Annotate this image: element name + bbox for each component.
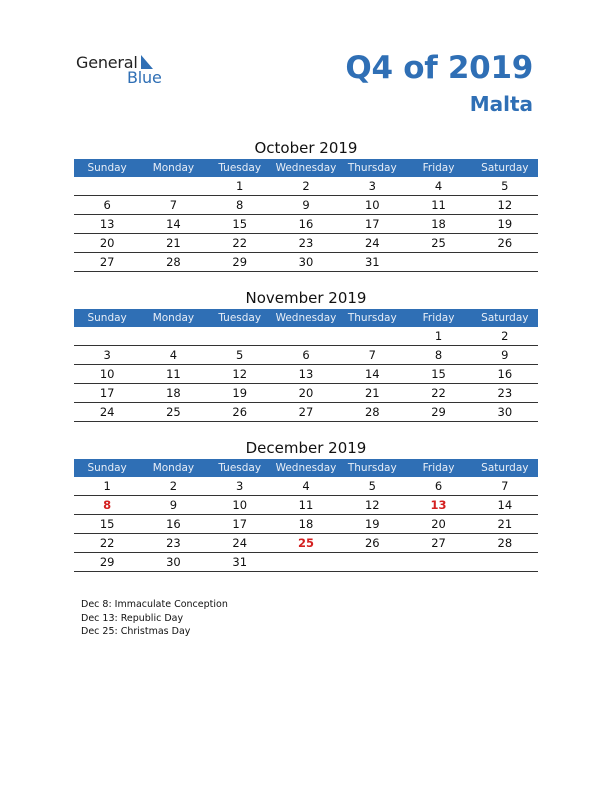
day-cell: 17: [232, 517, 248, 531]
day-cell: 1: [434, 329, 443, 343]
empty-day-cell: [207, 327, 273, 345]
week-row: [74, 196, 538, 215]
weekday-label: Tuesday: [218, 312, 262, 324]
day-cell: 31: [232, 555, 248, 569]
weekday-label: Friday: [422, 162, 455, 174]
day-cell: 9: [169, 498, 178, 512]
empty-day-cell: [339, 327, 405, 345]
day-cell: 2: [169, 479, 178, 493]
day-cell: 10: [232, 498, 248, 512]
weekday-label: Tuesday: [218, 162, 262, 174]
day-cell: 8: [236, 198, 244, 212]
day-cell: 7: [501, 479, 509, 493]
day-cell: 1: [103, 479, 111, 493]
weekday-label: Sunday: [87, 162, 127, 174]
weekday-label: Wednesday: [275, 312, 337, 324]
day-cell: 3: [368, 179, 376, 193]
day-cell: 4: [434, 179, 443, 193]
weekday-header: [74, 459, 538, 477]
holiday-note: Dec 13: Republic Day: [81, 612, 184, 624]
day-cell: 4: [302, 479, 310, 493]
empty-day-cell: [140, 177, 206, 195]
weekday-label: Thursday: [347, 312, 397, 324]
weekday-label: Tuesday: [218, 462, 262, 474]
day-cell: 29: [99, 555, 115, 569]
week-row: [74, 253, 538, 272]
day-cell: 15: [431, 367, 446, 381]
weekday-label: Saturday: [481, 312, 529, 324]
day-cell: 29: [431, 405, 446, 419]
day-cell: 23: [497, 386, 513, 400]
day-cell: 16: [166, 517, 181, 531]
day-cell: 18: [298, 517, 314, 531]
holiday-note: Dec 8: Immaculate Conception: [81, 599, 228, 610]
day-cell: 31: [364, 255, 380, 269]
weekday-label: Wednesday: [275, 462, 337, 474]
day-cell: 7: [368, 348, 376, 362]
day-cell: 25: [166, 405, 181, 419]
day-cell: 20: [298, 386, 314, 400]
day-cell: 6: [434, 479, 443, 493]
day-cell: 29: [232, 255, 248, 269]
week-row: [74, 365, 538, 384]
day-cell: 22: [232, 236, 248, 250]
day-cell: 19: [497, 217, 513, 231]
day-cell: 26: [497, 236, 513, 250]
day-cell: 30: [497, 405, 513, 419]
day-cell: 22: [99, 536, 115, 550]
week-row: [74, 534, 538, 553]
holiday-day-cell: 25: [297, 536, 314, 550]
day-cell: 6: [103, 198, 111, 212]
week-row: [74, 403, 538, 422]
day-cell: 3: [236, 479, 244, 493]
brand-logo: [76, 53, 176, 89]
empty-day-cell: [273, 327, 339, 345]
day-cell: 13: [298, 367, 314, 381]
day-cell: 25: [431, 236, 446, 250]
logo-triangle-icon: [141, 55, 153, 69]
empty-day-cell: [273, 553, 339, 571]
day-cell: 1: [236, 179, 244, 193]
week-row: [74, 515, 538, 534]
week-row: [74, 215, 538, 234]
day-cell: 4: [169, 348, 178, 362]
month-title: November 2019: [245, 289, 367, 307]
day-cell: 27: [431, 536, 446, 550]
weekday-label: Friday: [422, 462, 455, 474]
day-cell: 12: [497, 198, 513, 212]
day-cell: 24: [364, 236, 380, 250]
weekday-label: Monday: [152, 162, 195, 174]
day-cell: 28: [364, 405, 380, 419]
day-cell: 20: [99, 236, 115, 250]
country-name: Malta: [469, 92, 533, 116]
day-cell: 20: [431, 517, 446, 531]
empty-day-cell: [74, 177, 140, 195]
day-cell: 11: [298, 498, 314, 512]
day-cell: 6: [302, 348, 310, 362]
day-cell: 10: [364, 198, 380, 212]
day-cell: 16: [497, 367, 513, 381]
day-cell: 5: [501, 179, 509, 193]
day-cell: 21: [166, 236, 181, 250]
holiday-notes: [81, 598, 228, 639]
day-cell: 15: [232, 217, 248, 231]
day-cell: 11: [431, 198, 446, 212]
page-title: Q4 of 2019: [345, 50, 533, 86]
day-cell: 14: [364, 367, 380, 381]
day-cell: 18: [431, 217, 446, 231]
weekday-label: Saturday: [481, 162, 529, 174]
day-cell: 12: [232, 367, 248, 381]
week-row: [74, 477, 538, 496]
day-cell: 9: [302, 198, 310, 212]
day-cell: 5: [236, 348, 244, 362]
weekday-label: Wednesday: [275, 162, 337, 174]
weekday-label: Monday: [152, 312, 195, 324]
empty-day-cell: [339, 553, 405, 571]
day-cell: 18: [166, 386, 181, 400]
day-cell: 14: [497, 498, 513, 512]
day-cell: 26: [232, 405, 248, 419]
month-october: [74, 137, 538, 272]
holiday-day-cell: 13: [430, 498, 447, 512]
day-cell: 19: [232, 386, 248, 400]
day-cell: 2: [501, 329, 509, 343]
day-cell: 14: [166, 217, 181, 231]
weekday-header: [74, 159, 538, 177]
week-row: [74, 177, 538, 196]
weekday-header: [74, 309, 538, 327]
day-cell: 2: [302, 179, 310, 193]
day-cell: 27: [298, 405, 314, 419]
day-cell: 21: [364, 386, 380, 400]
day-cell: 12: [364, 498, 380, 512]
week-row: [74, 384, 538, 403]
holiday-note: Dec 25: Christmas Day: [81, 626, 191, 637]
weekday-label: Sunday: [87, 462, 127, 474]
week-row: [74, 553, 538, 572]
weekday-label: Sunday: [87, 312, 127, 324]
day-cell: 3: [103, 348, 111, 362]
day-cell: 28: [497, 536, 513, 550]
day-cell: 10: [99, 367, 115, 381]
day-cell: 7: [169, 198, 178, 212]
day-cell: 8: [434, 348, 443, 362]
empty-day-cell: [140, 327, 206, 345]
month-december: [74, 437, 538, 572]
day-cell: 30: [166, 555, 181, 569]
empty-day-cell: [405, 553, 471, 571]
week-row: [74, 496, 538, 515]
logo-text-blue: Blue: [127, 68, 162, 87]
day-cell: 23: [298, 236, 314, 250]
logo-text-general: General: [76, 53, 138, 72]
day-cell: 11: [166, 367, 181, 381]
day-cell: 21: [497, 517, 513, 531]
weekday-label: Friday: [422, 312, 455, 324]
day-cell: 22: [431, 386, 446, 400]
day-cell: 24: [99, 405, 115, 419]
day-cell: 30: [298, 255, 314, 269]
empty-day-cell: [472, 253, 538, 271]
month-november: [74, 287, 538, 422]
day-cell: 19: [364, 517, 380, 531]
day-cell: 26: [364, 536, 380, 550]
week-row: [74, 346, 538, 365]
day-cell: 28: [166, 255, 181, 269]
day-cell: 5: [368, 479, 376, 493]
day-cell: 23: [166, 536, 181, 550]
day-cell: 16: [298, 217, 314, 231]
month-title: October 2019: [254, 139, 358, 157]
week-row: [74, 327, 538, 346]
weekday-label: Thursday: [347, 162, 397, 174]
day-cell: 27: [99, 255, 115, 269]
day-cell: 17: [99, 386, 115, 400]
holiday-day-cell: 8: [103, 498, 112, 512]
day-cell: 9: [501, 348, 509, 362]
day-cell: 17: [364, 217, 380, 231]
day-cell: 15: [99, 517, 115, 531]
empty-day-cell: [472, 553, 538, 571]
day-cell: 13: [99, 217, 115, 231]
weekday-label: Saturday: [481, 462, 529, 474]
weekday-label: Thursday: [347, 462, 397, 474]
week-row: [74, 234, 538, 253]
empty-day-cell: [74, 327, 140, 345]
day-cell: 24: [232, 536, 248, 550]
empty-day-cell: [405, 253, 471, 271]
weekday-label: Monday: [152, 462, 195, 474]
month-title: December 2019: [245, 439, 367, 457]
